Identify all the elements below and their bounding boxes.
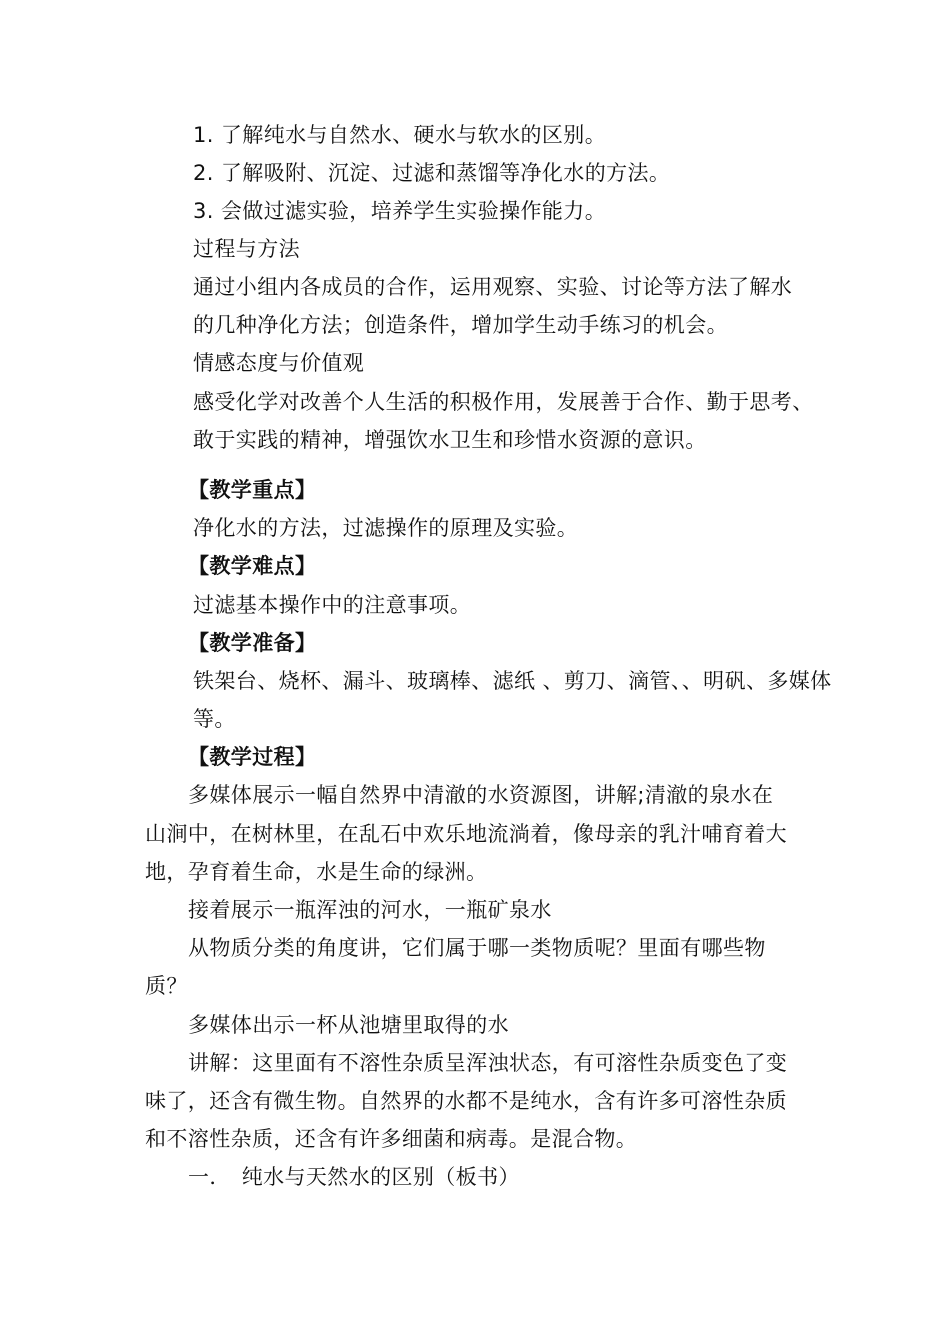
preparation-heading: 【教学准备】	[188, 631, 317, 655]
process-p1-line-1: 多媒体展示一幅自然界中清澈的水资源图，讲解;清澈的泉水在	[188, 783, 774, 807]
process-p3-line-2: 质？	[145, 974, 188, 998]
process-p2: 接着展示一瓶浑浊的河水，一瓶矿泉水	[188, 898, 552, 922]
process-p5-line-1: 讲解：这里面有不溶性杂质呈浑浊状态，有可溶性杂质变色了变	[188, 1051, 788, 1075]
process-heading: 【教学过程】	[188, 745, 317, 769]
process-p5-line-3: 和不溶性杂质，还含有许多细菌和病毒。是混合物。	[145, 1127, 638, 1151]
difficulties-heading: 【教学难点】	[188, 554, 317, 578]
attitude-title: 情感态度与价值观	[193, 351, 365, 375]
difficulties-text: 过滤基本操作中的注意事项。	[193, 593, 472, 617]
attitude-line-2: 敢于实践的精神，增强饮水卫生和珍惜水资源的意识。	[193, 428, 707, 452]
process-p1-line-2: 山涧中，在树林里，在乱石中欢乐地流淌着，像母亲的乳汁哺育着大	[145, 822, 787, 846]
process-method-line-1: 通过小组内各成员的合作，运用观察、实验、讨论等方法了解水	[193, 275, 793, 299]
objective-line-1: 1. 了解纯水与自然水、硬水与软水的区别。	[193, 123, 607, 147]
preparation-line-1: 铁架台、烧杯、漏斗、玻璃棒、滤纸 、剪刀、滴管、、明矾、多媒体	[193, 669, 832, 693]
process-method-title: 过程与方法	[193, 237, 300, 261]
process-p1-line-3: 地，孕育着生命，水是生命的绿洲。	[145, 860, 488, 884]
key-points-text: 净化水的方法，过滤操作的原理及实验。	[193, 516, 579, 540]
key-points-heading: 【教学重点】	[188, 478, 317, 502]
preparation-line-2: 等。	[193, 707, 236, 731]
attitude-line-1: 感受化学对改善个人生活的积极作用，发展善于合作、勤于思考、	[193, 390, 814, 414]
process-p3-line-1: 从物质分类的角度讲，它们属于哪一类物质呢？里面有哪些物	[188, 936, 766, 960]
objective-line-2: 2. 了解吸附、沉淀、过滤和蒸馏等净化水的方法。	[193, 161, 671, 185]
objective-line-3: 3. 会做过滤实验，培养学生实验操作能力。	[193, 199, 607, 223]
process-method-line-2: 的几种净化方法；创造条件，增加学生动手练习的机会。	[193, 313, 728, 337]
process-p4: 多媒体出示一杯从池塘里取得的水	[188, 1013, 509, 1037]
process-p5-line-2: 味了，还含有微生物。自然界的水都不是纯水，含有许多可溶性杂质	[145, 1089, 787, 1113]
section-one-heading: 一． 纯水与天然水的区别（板书）	[188, 1165, 520, 1189]
